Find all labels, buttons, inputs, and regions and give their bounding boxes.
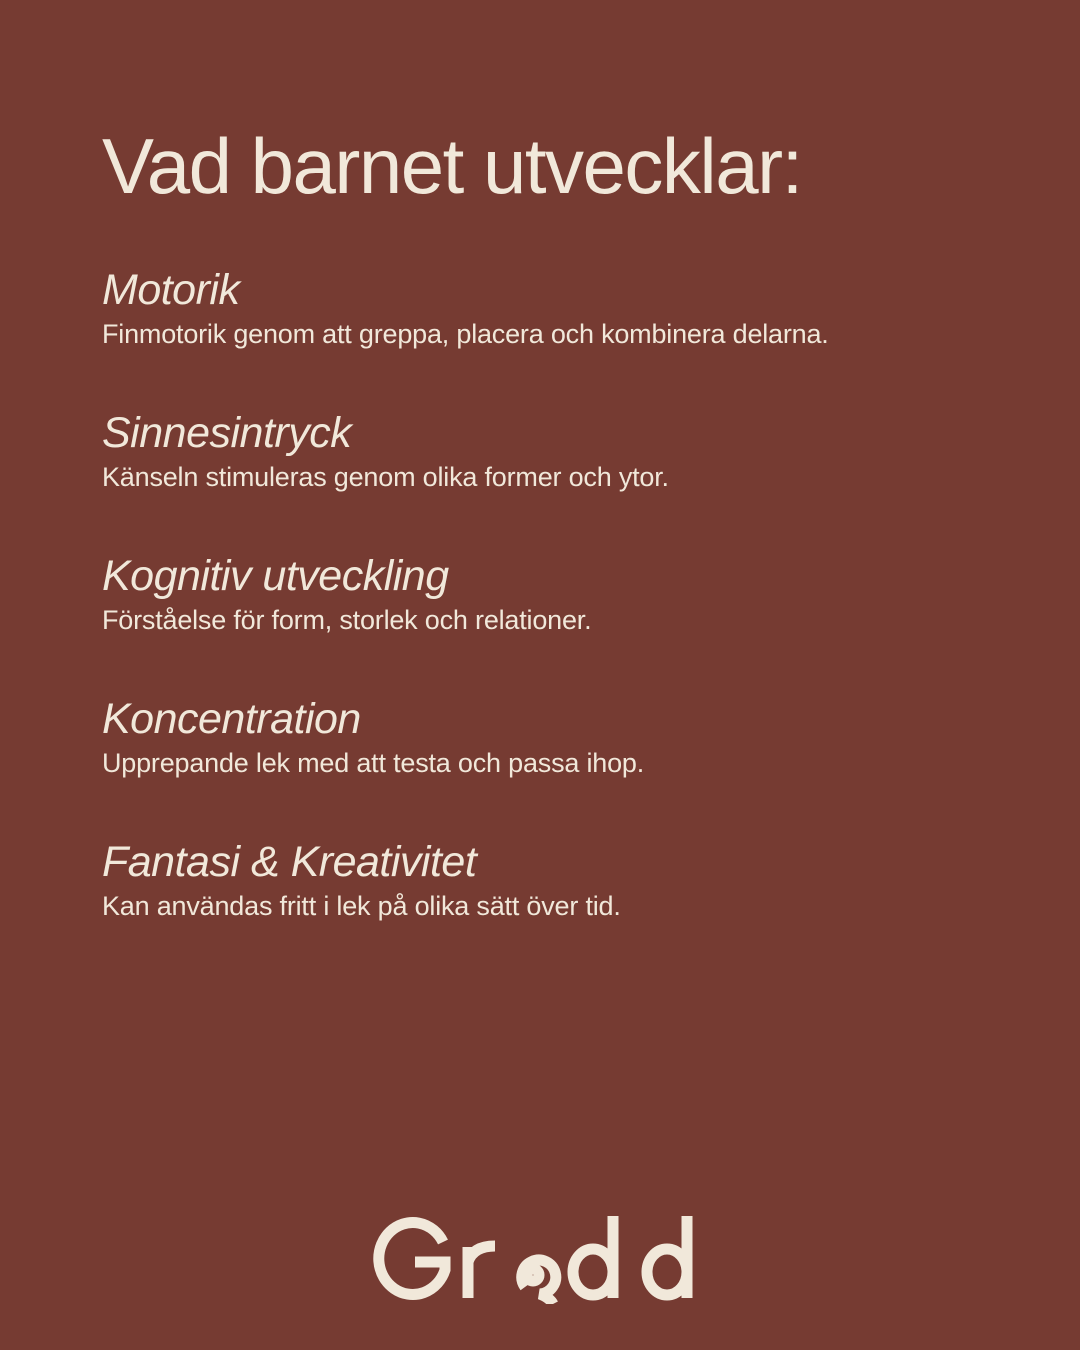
item-heading: Kognitiv utveckling — [102, 552, 449, 600]
list-item-fantasi-kreativitet — [102, 836, 1002, 979]
list-item-sinnesintryck — [102, 407, 1002, 550]
item-heading: Koncentration — [102, 695, 361, 743]
item-heading: Sinnesintryck — [102, 409, 352, 457]
item-description: Känseln stimuleras genom olika former och ytor. — [102, 462, 669, 492]
development-list — [102, 264, 1002, 979]
page-title: Vad barnet utvecklar: — [102, 122, 802, 210]
list-item-kognitiv-utveckling — [102, 550, 1002, 693]
list-item-motorik — [102, 264, 1002, 407]
grodd-wordmark-logo-icon — [365, 1212, 715, 1304]
item-description: Finmotorik genom att greppa, placera och kombinera delarna. — [102, 319, 829, 349]
item-description: Kan användas fritt i lek på olika sätt över tid. — [102, 891, 621, 921]
item-heading: Fantasi & Kreativitet — [102, 838, 477, 886]
item-heading: Motorik — [102, 266, 240, 314]
item-description: Upprepande lek med att testa och passa ihop. — [102, 748, 645, 778]
list-item-koncentration — [102, 693, 1002, 836]
item-description: Förståelse för form, storlek och relationer. — [102, 605, 592, 635]
grodd-logo — [365, 1212, 715, 1304]
